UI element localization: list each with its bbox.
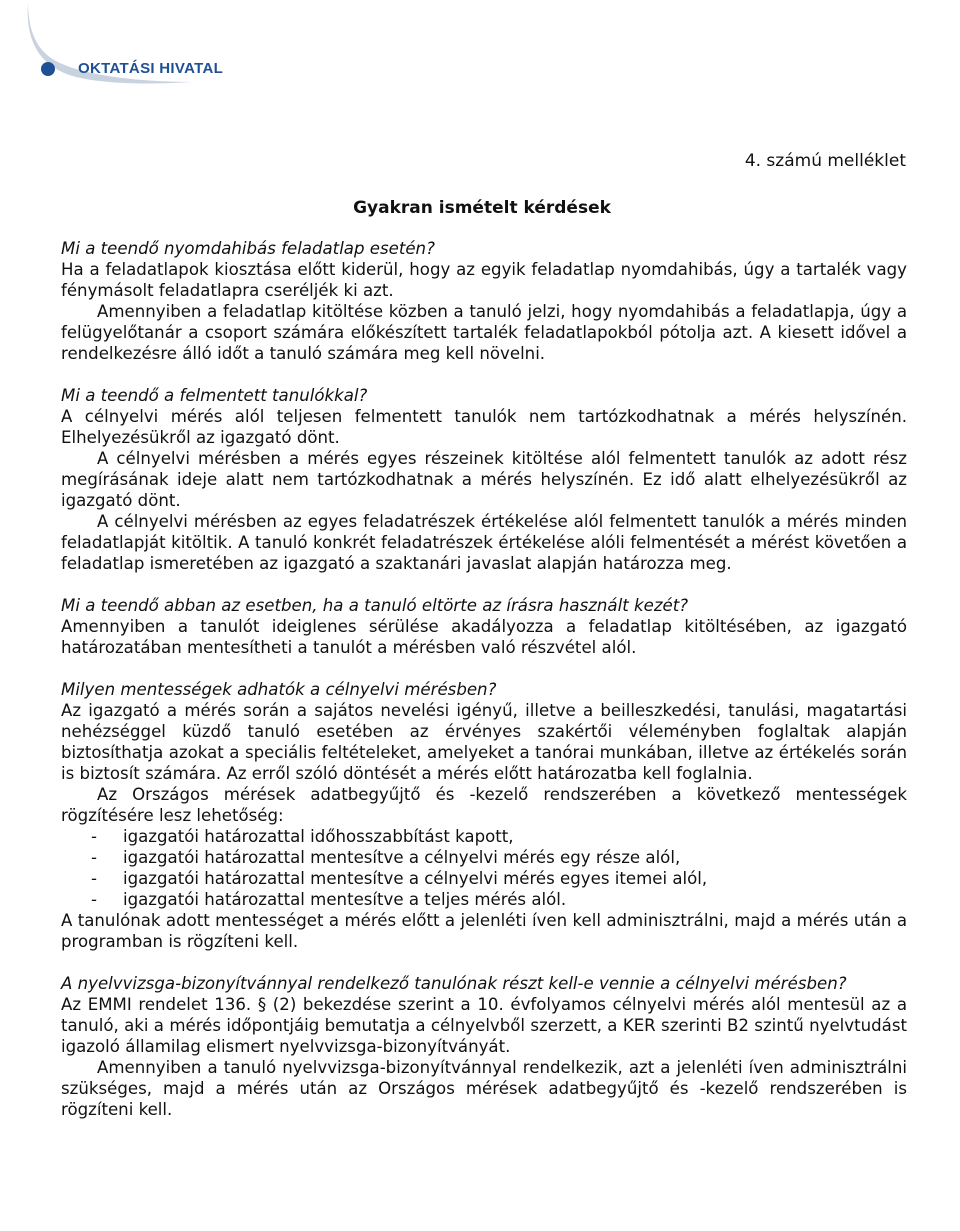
exemption-list (61, 826, 907, 910)
paragraph: Az igazgató a mérés során a sajátos nevelési igényű, illetve a beilleszkedési, tanulási, magatartási nehézséggel küzdő tanuló esetében az érvényes szakértői véleményben foglaltak alapján biztosíthatja azokat a speciális feltételeket, amelyeket a tanórai munkában, illetve az értékelés során is biztosít számára. Az erről szóló döntését a mérés előtt határozatba kell foglalnia. (61, 701, 907, 783)
list-item: - igazgatói határozattal mentesítve a teljes mérés alól. (61, 889, 907, 910)
paragraph: A célnyelvi mérésben az egyes feladatrészek értékelése alól felmentett tanulók a mérés minden feladatlapját kitöltik. A tanuló konkrét feladatrészek értékelése alóli felmentését a mérést követően a feladatlap ismeretében az igazgató a szaktanári javaslat alapján határozza meg. (61, 512, 907, 573)
paragraph: Amennyiben a tanulót ideiglenes sérülése akadályozza a feladatlap kitöltésében, az igazgató határozatában mentesítheti a tanulót a mérésben való részvétel alól. (61, 617, 907, 657)
list-item: - igazgatói határozattal időhosszabbítást kapott, (61, 826, 907, 847)
question-heading: Milyen mentességek adhatók a célnyelvi mérésben? (61, 680, 497, 699)
oktatasi-hivatal-logo (22, 0, 222, 92)
annex-label: 4. számú melléklet (744, 151, 906, 171)
paragraph: Amennyiben a tanuló nyelvvizsga-bizonyítvánnyal rendelkezik, azt a jelenléti íven adminisztrálni szükséges, majd a mérés után az Országos mérések adatbegyűjtő és -kezelő rendszerében is rögzíteni kell. (61, 1058, 907, 1119)
document-body (61, 238, 907, 1120)
list-item: - igazgatói határozattal mentesítve a célnyelvi mérés egy része alól, (61, 847, 907, 868)
question-heading: Mi a teendő nyomdahibás feladatlap esetén? (61, 239, 435, 258)
paragraph: Amennyiben a feladatlap kitöltése közben a tanuló jelzi, hogy nyomdahibás a feladatlapja, úgy a felügyelőtanár a csoport számára előkészített tartalék feladatlapokból pótolja azt. A kiesett idővel a rendelkezésre álló időt a tanuló számára meg kell növelni. (61, 302, 907, 363)
logo-swoosh-icon (22, 0, 222, 92)
logo-text: OKTATÁSI HIVATAL (78, 60, 224, 77)
list-item: - igazgatói határozattal mentesítve a célnyelvi mérés egyes itemei alól, (61, 868, 907, 889)
question-heading: Mi a teendő a felmentett tanulókkal? (61, 386, 368, 405)
paragraph: A tanulónak adott mentességet a mérés előtt a jelenléti íven kell adminisztrálni, majd a mérés után a programban is rögzíteni kell. (61, 911, 907, 951)
question-heading: A nyelvvizsga-bizonyítvánnyal rendelkező tanulónak részt kell-e vennie a célnyelvi mérésben? (61, 974, 847, 993)
paragraph: A célnyelvi mérésben a mérés egyes részeinek kitöltése alól felmentett tanulók az adott rész megírásának ideje alatt nem tartózkodhatnak a mérés helyszínén. Ez idő alatt elhelyezésükről az igazgató dönt. (61, 449, 907, 510)
paragraph: Ha a feladatlapok kiosztása előtt kiderül, hogy az egyik feladatlap nyomdahibás, úgy a tartalék vagy fénymásolt feladatlapra cseréljék ki azt. (61, 260, 907, 300)
question-heading: Mi a teendő abban az esetben, ha a tanuló eltörte az írásra használt kezét? (61, 596, 689, 615)
paragraph: Az EMMI rendelet 136. § (2) bekezdése szerint a 10. évfolyamos célnyelvi mérés alól mentesül az a tanuló, aki a mérés időpontjáig bemutatja a célnyelvből szerzett, a KER szerinti B2 szintű nyelvtudást igazoló államilag elismert nyelvvizsga-bizonyítványát. (61, 995, 907, 1056)
paragraph: A célnyelvi mérés alól teljesen felmentett tanulók nem tartózkodhatnak a mérés helyszínén. Elhelyezésükről az igazgató dönt. (61, 407, 907, 447)
paragraph: Az Országos mérések adatbegyűjtő és -kezelő rendszerében a következő mentességek rögzítésére lesz lehetőség: (61, 785, 907, 825)
logo-dot-icon (41, 62, 55, 76)
page-title: Gyakran ismételt kérdések (353, 198, 611, 218)
